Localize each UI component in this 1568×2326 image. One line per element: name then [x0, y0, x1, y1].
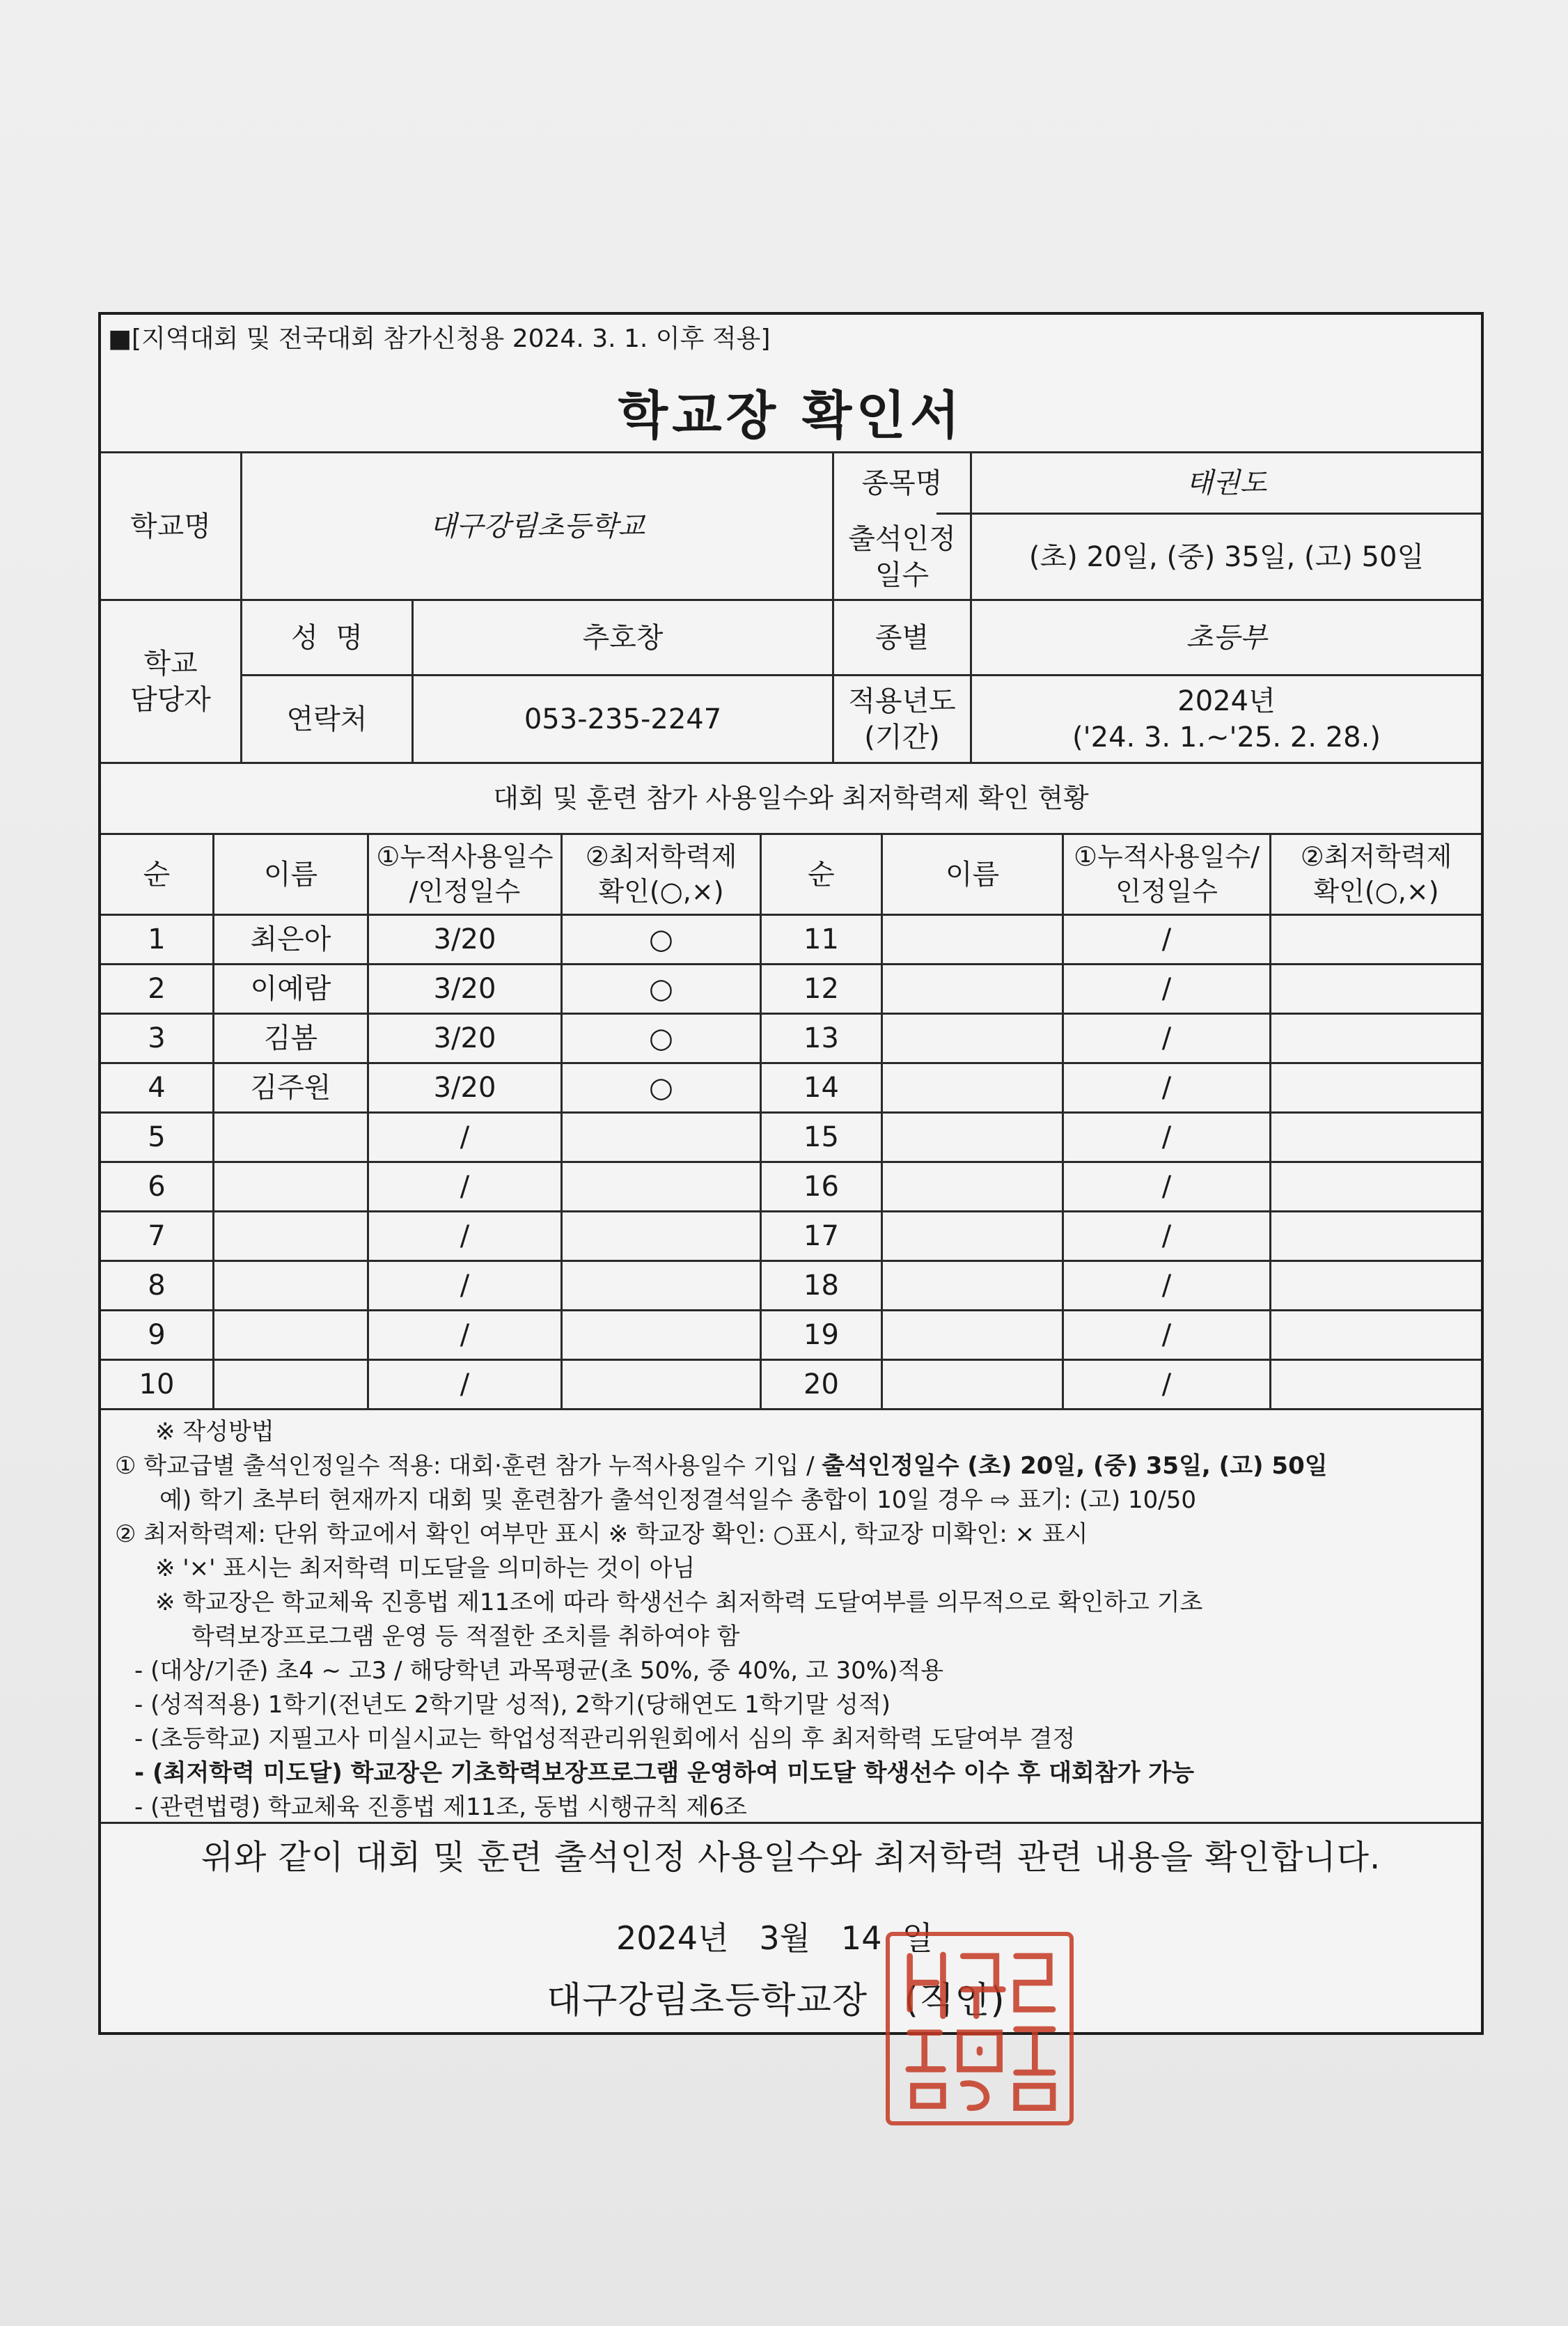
table-cell-days: 3/20: [433, 923, 496, 955]
attendance-days-label: 출석인정 일수: [848, 522, 956, 591]
table-cell-no: 20: [803, 1368, 839, 1400]
table-cell-days: /: [460, 1171, 470, 1203]
document-title: 학교장 확인서: [618, 386, 964, 446]
table-cell-no: 7: [148, 1220, 166, 1252]
bullet-5: - (관련법령) 학교체육 진흥법 제11조, 동법 시행규칙 제6조: [134, 1793, 747, 1821]
bullet-1: - (대상/기준) 초4 ~ 고3 / 해당학년 과목평균(초 50%, 중 40%, 고 30%)적용: [134, 1657, 944, 1685]
applied-year-value: [972, 676, 1481, 762]
col-header-name-right: 이름: [945, 858, 1000, 891]
table-cell-name: 김주원: [250, 1072, 331, 1104]
table-cell-check: [563, 1163, 760, 1210]
school-name-value: 대구강림초등학교: [429, 510, 645, 543]
col-header-check-right: ②최저학력제 확인(○,×): [1300, 841, 1452, 907]
table-cell-no: 11: [803, 923, 839, 955]
table-cell-days: /: [1161, 1319, 1172, 1351]
confirmation-document: [98, 312, 1484, 2035]
official-seal: [886, 1932, 1074, 2125]
contact-label: 연락처: [286, 703, 368, 735]
table-cell-no: 16: [803, 1171, 839, 1203]
col-header-name: 이름: [263, 858, 318, 891]
table-cell-no: 13: [803, 1022, 839, 1054]
table-cell-name: [214, 1311, 367, 1359]
table-cell-days: /: [1161, 1171, 1172, 1203]
writing-instructions: [115, 1415, 1473, 1825]
col-header-check: ②최저학력제 확인(○,×): [585, 841, 737, 907]
table-cell-days: /: [1161, 1072, 1172, 1104]
table-cell-name: [883, 916, 1062, 963]
note-1: [115, 1449, 1473, 1483]
table-cell-name: [214, 1114, 367, 1161]
table-cell-days: /: [460, 1368, 470, 1400]
category-value: 초등부: [1186, 621, 1267, 654]
table-cell-no: 10: [139, 1368, 175, 1400]
table-cell-name: [883, 1262, 1062, 1309]
table-cell-no: 12: [803, 973, 839, 1005]
note-1-example: 예) 학기 초부터 현재까지 대회 및 훈련참가 출석인정결석일수 총합이 10일 경우 ⇨ 표기: (고) 10/50: [159, 1486, 1196, 1514]
table-cell-days: /: [1161, 1220, 1172, 1252]
applied-year-label: 적용년도 (기간): [848, 685, 956, 754]
bullet-2: - (성적적용) 1학기(전년도 2학기말 성적), 2학기(당해연도 1학기말 성적): [134, 1691, 891, 1719]
table-cell-no: 3: [148, 1022, 166, 1054]
col-header-days: ①누적사용일수 /인정일수: [376, 841, 554, 907]
event-name-value: 태권도: [1186, 467, 1267, 499]
principal-signature: 대구강림초등학교장 (직인): [547, 1980, 1005, 2022]
table-cell-days: /: [1161, 1270, 1172, 1302]
contact-value: 053-235-2247: [524, 703, 722, 735]
table-cell-days: /: [1161, 1121, 1172, 1153]
table-cell-no: 5: [148, 1121, 166, 1153]
notes-heading: ※ 작성방법: [155, 1418, 274, 1446]
col-header-no: 순: [143, 858, 171, 891]
table-cell-days: /: [1161, 1022, 1172, 1054]
table-cell-check: [1271, 1262, 1481, 1309]
note-4: ※ 학교장은 학교체육 진흥법 제11조에 따라 학생선수 최저학력 도달여부를 의무적으로 확인하고 기초: [155, 1589, 1203, 1616]
note-4-continued: 학력보장프로그램 운영 등 적절한 조치를 취하여야 함: [191, 1623, 740, 1650]
applied-period: ('24. 3. 1.~'25. 2. 28.): [1072, 721, 1381, 754]
table-cell-no: 14: [803, 1072, 839, 1104]
table-cell-check: [1271, 1311, 1481, 1359]
table-cell-no: 17: [803, 1220, 839, 1252]
table-cell-no: 18: [803, 1270, 839, 1302]
table-cell-check: [1271, 1114, 1481, 1161]
table-cell-name: [214, 1361, 367, 1408]
table-cell-no: 2: [148, 973, 166, 1005]
table-cell-name: [883, 1114, 1062, 1161]
staff-name-label: 성 명: [291, 621, 363, 654]
table-cell-check: ○: [649, 923, 673, 955]
table-cell-no: 15: [803, 1121, 839, 1153]
table-cell-name: 최은아: [250, 923, 331, 955]
table-cell-no: 8: [148, 1270, 166, 1302]
table-cell-days: /: [460, 1121, 470, 1153]
table-cell-days: 3/20: [433, 1072, 496, 1104]
table-cell-check: [1271, 1163, 1481, 1210]
table-cell-check: [1271, 1212, 1481, 1260]
note-3: ※ '×' 표시는 최저학력 미도달을 의미하는 것이 아님: [155, 1554, 696, 1582]
table-cell-check: [563, 1262, 760, 1309]
table-cell-name: 이예람: [250, 973, 331, 1005]
confirmation-statement: 위와 같이 대회 및 훈련 출석인정 사용일수와 최저학력 관련 내용을 확인합니다.: [201, 1838, 1381, 1877]
table-cell-days: 3/20: [433, 1022, 496, 1054]
table-cell-days: /: [1161, 923, 1172, 955]
table-cell-check: ○: [649, 973, 673, 1005]
table-cell-check: ○: [649, 1072, 673, 1104]
table-cell-check: [1271, 965, 1481, 1013]
table-cell-name: 김봄: [263, 1022, 318, 1054]
table-cell-no: 1: [148, 923, 166, 955]
table-cell-name: [883, 1361, 1062, 1408]
bullet-4: - (최저학력 미도달) 학교장은 기초학력보장프로그램 운영하여 미도달 학생선수 이수 후 대회참가 가능: [134, 1759, 1194, 1787]
table-cell-no: 6: [148, 1171, 166, 1203]
table-cell-days: /: [460, 1270, 470, 1302]
table-cell-check: [563, 1212, 760, 1260]
table-cell-days: 3/20: [433, 973, 496, 1005]
note-1-text: ① 학교급별 출석인정일수 적용: 대회·훈련 참가 누적사용일수 기입 /: [115, 1452, 822, 1480]
table-cell-days: /: [1161, 973, 1172, 1005]
table-cell-days: /: [460, 1220, 470, 1252]
event-name-label: 종목명: [861, 467, 943, 499]
category-label: 종별: [875, 621, 930, 654]
issue-date: 2024년 3월 14 일: [616, 1919, 934, 1957]
col-header-no-right: 순: [808, 858, 835, 891]
table-cell-check: [1271, 1361, 1481, 1408]
table-cell-days: /: [1161, 1368, 1172, 1400]
staff-name-value: 추호창: [582, 621, 664, 654]
note-1-bold: 출석인정일수 (초) 20일, (중) 35일, (고) 50일: [822, 1452, 1328, 1480]
table-cell-name: [883, 965, 1062, 1013]
note-2: ② 최저학력제: 단위 학교에서 확인 여부만 표시 ※ 학교장 확인: ○표시, 학교장 미확인: × 표시: [115, 1520, 1088, 1548]
table-cell-check: [1271, 916, 1481, 963]
school-name-label: 학교명: [130, 510, 211, 543]
header-note: ■[지역대회 및 전국대회 참가신청용 2024. 3. 1. 이후 적용]: [108, 325, 771, 353]
table-cell-name: [883, 1015, 1062, 1062]
table-cell-days: /: [460, 1319, 470, 1351]
col-header-days-right: ①누적사용일수/ 인정일수: [1073, 841, 1260, 907]
table-cell-no: 4: [148, 1072, 166, 1104]
table-cell-name: [883, 1163, 1062, 1210]
attendance-days-value: (초) 20일, (중) 35일, (고) 50일: [1028, 540, 1425, 573]
staff-label: 학교 담당자: [130, 647, 211, 716]
table-cell-check: [1271, 1015, 1481, 1062]
section-title: 대회 및 훈련 참가 사용일수와 최저학력제 확인 현황: [493, 782, 1089, 813]
table-cell-check: [563, 1311, 760, 1359]
table-cell-check: [563, 1361, 760, 1408]
table-cell-name: [214, 1212, 367, 1260]
table-cell-name: [883, 1212, 1062, 1260]
table-cell-check: [563, 1114, 760, 1161]
table-cell-name: [214, 1163, 367, 1210]
table-cell-name: [214, 1262, 367, 1309]
applied-year: 2024년: [1177, 685, 1276, 717]
table-cell-no: 19: [803, 1319, 839, 1351]
table-cell-check: [1271, 1064, 1481, 1111]
table-cell-no: 9: [148, 1319, 166, 1351]
table-cell-name: [883, 1311, 1062, 1359]
table-cell-check: ○: [649, 1022, 673, 1054]
bullet-3: - (초등학교) 지필고사 미실시교는 학업성적관리위원회에서 심의 후 최저학력 도달여부 결정: [134, 1725, 1076, 1753]
seal-icon: [890, 1936, 1069, 2121]
table-cell-name: [883, 1064, 1062, 1111]
